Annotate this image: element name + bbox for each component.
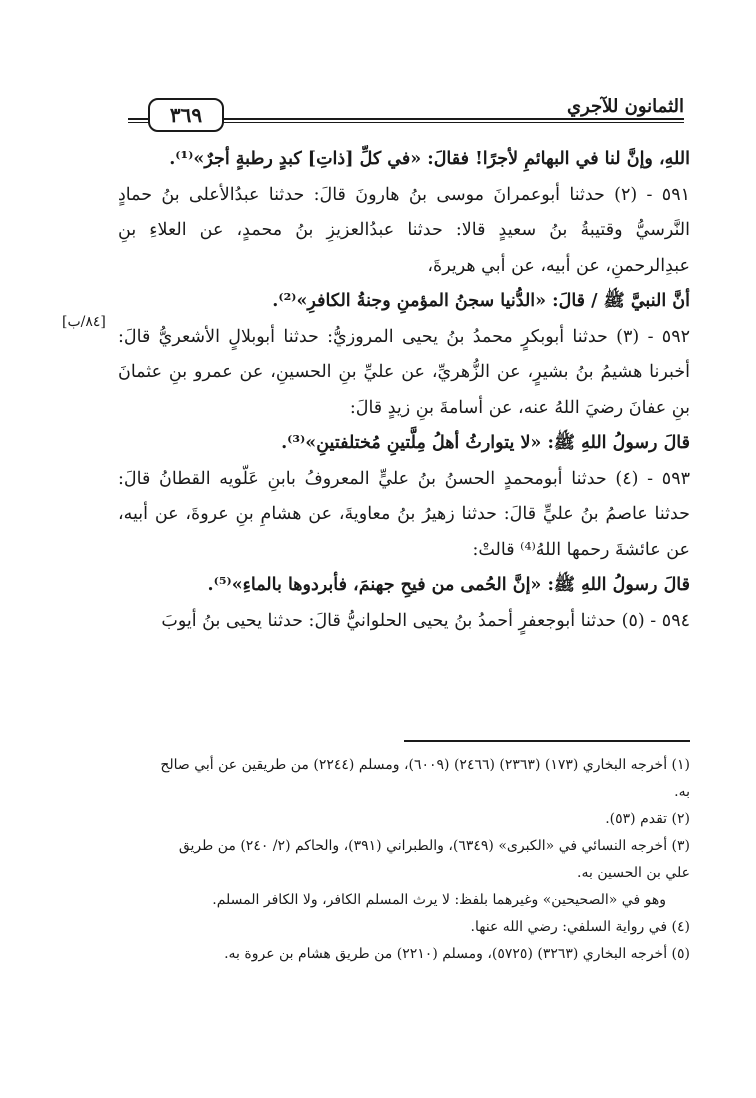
main-text	[118, 142, 690, 639]
footnote: (٣) أخرجه النسائي في «الكبرى» (٦٣٤٩)، والطبراني (٣٩١)، والحاكم (٢/ ٢٤٠) من طريق علي بن الحسين به.	[178, 838, 690, 881]
text-paragraph: ٥٩٢ - (٣) حدثنا أبوبكرٍ محمدُ بنُ يحيى المروزيُّ: حدثنا أبوبلالٍ الأشعريُّ قالَ: أخبرنا هشيمُ بنُ بشيرٍ، عن الزُّهريِّ، عن عليِّ بنِ الحسينِ، عن عمرو بنِ عثمانَ بنِ عفانَ رضيَ اللهُ عنه، عن أسامةَ بنِ زيدٍ قالَ:	[118, 326, 690, 418]
footnote: (٥) أخرجه البخاري (٣٢٦٣) (٥٧٢٥)، ومسلم (٢٢١٠) من طريق هشام بن عروة به.	[224, 946, 690, 962]
page-header	[128, 96, 684, 136]
text-paragraph: ٥٩٤ - (٥) حدثنا أبوجعفرٍ أحمدُ بنُ يحيى الحلوانيُّ قالَ: حدثنا يحيى بنُ أيوبَ	[161, 610, 690, 631]
footnote: وهو في «الصحيحين» وغيرهما بلفظ: لا يرث المسلم الكافر، ولا الكافر المسلم.	[212, 892, 666, 908]
manuscript-folio-note: [٨٤/ب]	[62, 314, 106, 330]
page-number: ٣٦٩	[148, 98, 224, 132]
text-paragraph: ٥٩٣ - (٤) حدثنا أبومحمدٍ الحسنُ بنُ عليٍّ المعروفُ بابنِ عَلّويه القطانُ قالَ: حدثنا عاصمُ بنُ عليٍّ قالَ: حدثنا زهيرُ بنُ معاويةَ، عن هشامِ بنِ عروةَ، عن أبيه، عن عائشةَ رحمها اللهُ⁽⁴⁾ قالتْ:	[118, 468, 690, 560]
book-title: الثمانون للآجري	[559, 96, 684, 118]
footnotes	[150, 752, 690, 968]
text-paragraph: اللهِ، وإنَّ لنا في البهائمِ لأجرًا! فقالَ: «في كلِّ [ذاتِ] كبدٍ رطبةٍ أجرٌ»⁽¹⁾.	[169, 149, 690, 169]
text-paragraph: قالَ رسولُ اللهِ ﷺ: «إنَّ الحُمى من فيحِ جهنمَ، فأبردوها بالماءِ»⁽⁵⁾.	[207, 575, 690, 595]
text-paragraph: أنَّ النبيَّ ﷺ / قالَ: «الدُّنيا سجنُ المؤمنِ وجنةُ الكافرِ»⁽²⁾.	[272, 291, 690, 311]
footnote: (١) أخرجه البخاري (١٧٣) (٢٣٦٣) (٢٤٦٦) (٦٠٠٩)، ومسلم (٢٢٤٤) من طريقين عن أبي صالح به.	[160, 757, 690, 800]
footnote: (٤) في رواية السلفي: رضي الله عنها.	[470, 919, 690, 935]
footnote: (٢) تقدم (٥٣).	[605, 811, 690, 827]
text-paragraph: ٥٩١ - (٢) حدثنا أبوعمرانَ موسى بنُ هارونَ قالَ: حدثنا عبدُالأعلى بنُ حمادٍ النَّرسيُّ وقتيبةُ بنُ سعيدٍ قالا: حدثنا عبدُالعزيزِ بنُ محمدٍ، عن العلاءِ بنِ عبدِالرحمنِ، عن أبيه، عن أبي هريرةَ،	[118, 184, 690, 276]
text-paragraph: قالَ رسولُ اللهِ ﷺ: «لا يتوارثُ أهلُ مِلَّتينِ مُختلفتينِ»⁽³⁾.	[281, 433, 690, 453]
footnote-separator	[404, 740, 690, 742]
